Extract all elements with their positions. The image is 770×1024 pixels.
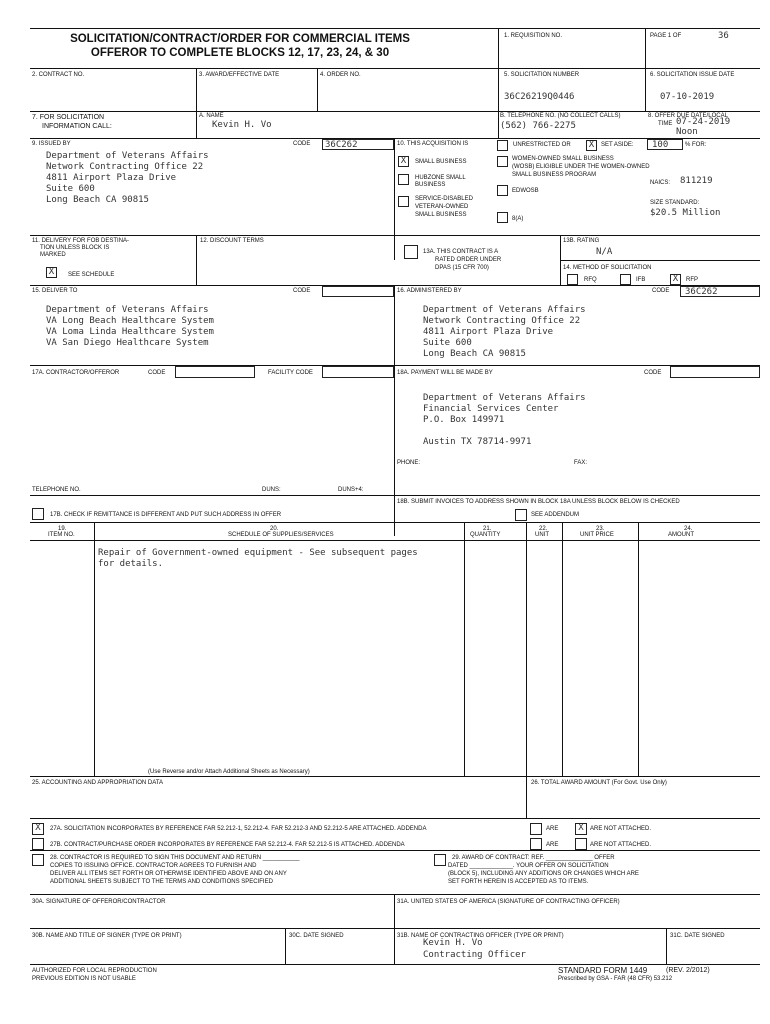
setaside-checkbox[interactable]: X bbox=[586, 140, 597, 151]
officer-name-value: Kevin H. Vo bbox=[423, 938, 483, 948]
ifb-label: IFB bbox=[636, 277, 646, 283]
block29-line-2: DATED _____________. YOUR OFFER ON SOLICITATION bbox=[448, 863, 609, 869]
edwosb-checkbox[interactable] bbox=[497, 185, 508, 196]
col-amount-num: 24. bbox=[684, 526, 693, 532]
see-schedule-label: SEE SCHEDULE bbox=[68, 272, 115, 278]
col-quantity-num: 21. bbox=[483, 526, 492, 532]
dpas-label-2: RATED ORDER UNDER bbox=[435, 257, 502, 263]
size-standard-value: $20.5 Million bbox=[650, 208, 721, 218]
wosb-label-2: (WOSB) ELIGIBLE UNDER THE WOMEN-OWNED bbox=[512, 164, 650, 170]
col-unitprice-header: UNIT PRICE bbox=[580, 532, 614, 538]
col-item-header: ITEM NO. bbox=[48, 532, 75, 538]
schedule-description-1: Repair of Government-owned equipment - See subsequent pages bbox=[98, 548, 418, 558]
facility-code-field[interactable] bbox=[322, 366, 394, 378]
contact-name-label: A. NAME bbox=[199, 113, 224, 119]
schedule-footnote: (Use Reverse and/or Attach Additional Sheets as Necessary) bbox=[148, 769, 310, 775]
delivery-fob-label-2: TION UNLESS BLOCK IS bbox=[40, 245, 110, 251]
solicitation-date-label: 6. SOLICITATION ISSUE DATE bbox=[650, 72, 735, 78]
rating-value: N/A bbox=[596, 247, 613, 257]
officer-title-value: Contracting Officer bbox=[423, 950, 526, 960]
issued-by-code-field[interactable] bbox=[322, 139, 394, 150]
administered-by-line-2: Network Contracting Office 22 bbox=[423, 316, 581, 326]
info-call-label-1: 7. FOR SOLICITATION bbox=[32, 114, 105, 121]
contractor-code-label: CODE bbox=[148, 370, 166, 376]
far-2121-checkbox[interactable]: X bbox=[32, 823, 44, 835]
sdvosb-label-2: VETERAN-OWNED bbox=[415, 204, 469, 210]
addenda-b-arenot-checkbox[interactable] bbox=[575, 838, 587, 850]
deliver-to-line-4: VA San Diego Healthcare System bbox=[46, 338, 209, 348]
administered-by-line-5: Long Beach CA 90815 bbox=[423, 349, 526, 359]
addenda-a-are-label: ARE bbox=[546, 826, 559, 832]
telephone-no-label: TELEPHONE NO. bbox=[32, 487, 81, 493]
delivery-fob-label-3: MARKED bbox=[40, 252, 66, 258]
deliver-to-line-3: VA Loma Linda Healthcare System bbox=[46, 327, 214, 337]
total-award-label: 26. TOTAL AWARD AMOUNT (For Govt. Use Only) bbox=[531, 780, 667, 786]
rfp-checkbox[interactable]: X bbox=[670, 274, 681, 285]
far-2121-label: 27A. SOLICITATION INCORPORATES BY REFERENCE FAR 52.212-1, 52.212-4. FAR 52.212-3 AND 52.212-5 ARE ATTACHED. ADDENDA bbox=[50, 826, 427, 832]
payment-line-2: Financial Services Center bbox=[423, 404, 559, 414]
rfq-checkbox[interactable] bbox=[567, 274, 578, 285]
deliver-to-label: 15. DELIVER TO bbox=[32, 288, 78, 294]
block28-line-2: COPIES TO ISSUING OFFICE. CONTRACTOR AGREES TO FURNISH AND bbox=[50, 863, 257, 869]
deliver-to-line-1: Department of Veterans Affairs bbox=[46, 305, 209, 315]
addenda-a-are-checkbox[interactable] bbox=[530, 823, 542, 835]
delivery-fob-label-1: 11. DELIVERY FOR FOB DESTINA- bbox=[32, 238, 130, 244]
footer-rev: (REV. 2/2012) bbox=[666, 967, 710, 974]
page-total: 36 bbox=[718, 31, 729, 41]
remittance-checkbox[interactable] bbox=[32, 508, 44, 520]
officer-signature-label: 31A. UNITED STATES OF AMERICA (SIGNATURE OF CONTRACTING OFFICER) bbox=[397, 899, 620, 905]
setaside-percent-field[interactable] bbox=[647, 139, 683, 150]
hubzone-label-1: HUBZONE SMALL bbox=[415, 175, 466, 181]
block29-line-4: SET FORTH HEREIN IS ACCEPTED AS TO ITEMS. bbox=[448, 879, 589, 885]
sdvosb-label-1: SERVICE-DISABLED bbox=[415, 196, 473, 202]
unrestricted-label: UNRESTRICTED OR bbox=[513, 142, 571, 148]
duns-label: DUNS: bbox=[262, 487, 281, 493]
col-schedule-num: 20. bbox=[270, 526, 279, 532]
contract-no-label: 2. CONTRACT NO. bbox=[32, 72, 85, 78]
administered-by-code-value: 36C262 bbox=[685, 287, 718, 297]
form-sf1449 bbox=[30, 28, 760, 1023]
hubzone-label-2: BUSINESS bbox=[415, 182, 446, 188]
issued-by-code-label: CODE bbox=[293, 141, 311, 147]
addenda-a-arenot-checkbox[interactable]: X bbox=[575, 823, 587, 835]
setaside-label: SET ASIDE: bbox=[601, 142, 634, 148]
ifb-checkbox[interactable] bbox=[620, 274, 631, 285]
order-no-label: 4. ORDER NO. bbox=[320, 72, 361, 78]
payment-line-5: Austin TX 78714-9971 bbox=[423, 437, 532, 447]
col-amount-header: AMOUNT bbox=[668, 532, 694, 538]
eight-a-label: 8(A) bbox=[512, 216, 524, 222]
issued-by-line-2: Network Contracting Office 22 bbox=[46, 162, 204, 172]
form-title-line1: SOLICITATION/CONTRACT/ORDER FOR COMMERCIAL ITEMS bbox=[70, 33, 410, 45]
payment-by-label: 18A. PAYMENT WILL BE MADE BY bbox=[397, 370, 493, 376]
col-item-num: 19. bbox=[58, 526, 67, 532]
administered-by-line-1: Department of Veterans Affairs bbox=[423, 305, 586, 315]
addenda-b-are-checkbox[interactable] bbox=[530, 838, 542, 850]
offer-due-label-1: 8. OFFER DUE DATE/LOCAL bbox=[648, 113, 728, 119]
offeror-signature-label: 30A. SIGNATURE OF OFFEROR/CONTRACTOR bbox=[32, 899, 166, 905]
solicitation-number-label: 5. SOLICITATION NUMBER bbox=[504, 72, 580, 78]
schedule-description-2: for details. bbox=[98, 559, 164, 569]
form-title-line2: OFFEROR TO COMPLETE BLOCKS 12, 17, 23, 24, & 30 bbox=[90, 47, 390, 59]
issued-by-label: 9. ISSUED BY bbox=[32, 141, 71, 147]
col-unit-header: UNIT bbox=[535, 532, 549, 538]
phone-label: B. TELEPHONE NO. (NO COLLECT CALLS) bbox=[500, 113, 621, 119]
block28-line-1: 28. CONTRACTOR IS REQUIRED TO SIGN THIS DOCUMENT AND RETURN ___________ bbox=[50, 855, 300, 861]
rfq-label: RFQ bbox=[584, 277, 597, 283]
acquisition-label: 10. THIS ACQUISITION IS bbox=[397, 141, 469, 147]
payment-phone-label: PHONE: bbox=[397, 460, 421, 466]
see-addendum-label: SEE ADDENDUM bbox=[531, 512, 580, 518]
small-business-label: SMALL BUSINESS bbox=[415, 159, 467, 165]
block28-line-4: ADDITIONAL SHEETS SUBJECT TO THE TERMS AND CONDITIONS SPECIFIED bbox=[50, 879, 273, 885]
size-standard-label: SIZE STANDARD: bbox=[650, 200, 700, 206]
issued-by-line-4: Suite 600 bbox=[46, 184, 95, 194]
dpas-checkbox[interactable] bbox=[404, 245, 418, 259]
col-unit-num: 22. bbox=[539, 526, 548, 532]
payment-fax-label: FAX: bbox=[574, 460, 588, 466]
block29-line-3: (BLOCK 5), INCLUDING ANY ADDITIONS OR CHANGES WHICH ARE bbox=[448, 871, 639, 877]
deliver-to-code-field[interactable] bbox=[322, 286, 394, 297]
deliver-to-code-label: CODE bbox=[293, 288, 311, 294]
administered-by-label: 16. ADMINISTERED BY bbox=[397, 288, 462, 294]
offeror-date-label: 30C. DATE SIGNED bbox=[289, 933, 344, 939]
administered-by-line-4: Suite 600 bbox=[423, 338, 472, 348]
contact-name-value: Kevin H. Vo bbox=[212, 120, 272, 130]
eight-a-checkbox[interactable] bbox=[497, 212, 508, 223]
issued-by-line-5: Long Beach CA 90815 bbox=[46, 195, 149, 205]
phone-value: (562) 766-2275 bbox=[500, 121, 576, 131]
block28-line-3: DELIVER ALL ITEMS SET FORTH OR OTHERWISE IDENTIFIED ABOVE AND ON ANY bbox=[50, 871, 287, 877]
officer-name-label: 31B. NAME OF CONTRACTING OFFICER (TYPE OR PRINT) bbox=[397, 933, 564, 939]
footer-form-name: STANDARD FORM 1449 bbox=[558, 966, 648, 975]
administered-by-code-field[interactable] bbox=[680, 286, 760, 297]
footer-prescribed: Prescribed by GSA - FAR (48 CFR) 53.212 bbox=[558, 976, 673, 982]
footer-authorized: AUTHORIZED FOR LOCAL REPRODUCTION bbox=[32, 968, 157, 974]
info-call-label-2: INFORMATION CALL: bbox=[42, 123, 112, 130]
unrestricted-checkbox[interactable] bbox=[497, 140, 508, 151]
edwosb-label: EDWOSB bbox=[512, 188, 539, 194]
contractor-code-field[interactable] bbox=[175, 366, 255, 378]
discount-terms-label: 12. DISCOUNT TERMS bbox=[200, 238, 264, 244]
sdvosb-label-3: SMALL BUSINESS bbox=[415, 212, 467, 218]
facility-code-label: FACILITY CODE bbox=[268, 370, 313, 376]
naics-value: 811219 bbox=[680, 176, 713, 186]
submit-invoices-label: 18B. SUBMIT INVOICES TO ADDRESS SHOWN IN BLOCK 18A UNLESS BLOCK BELOW IS CHECKED bbox=[397, 499, 680, 505]
dpas-label-3: DPAS (15 CFR 700) bbox=[435, 265, 489, 271]
solicitation-number-value: 36C26219Q0446 bbox=[504, 92, 575, 102]
payment-code-label: CODE bbox=[644, 370, 662, 376]
far-2124-label: 27B. CONTRACT/PURCHASE ORDER INCORPORATES BY REFERENCE FAR 52.212-4. FAR 52.212-5 IS ATTACHED. ADDENDA bbox=[50, 842, 405, 848]
officer-date-label: 31C. DATE SIGNED bbox=[670, 933, 725, 939]
hubzone-checkbox[interactable] bbox=[398, 174, 409, 185]
rfp-label: RFP bbox=[686, 277, 698, 283]
footer-previous: PREVIOUS EDITION IS NOT USABLE bbox=[32, 976, 136, 982]
dpas-label-1: 13A. THIS CONTRACT IS A bbox=[423, 249, 499, 255]
addenda-b-arenot-label: ARE NOT ATTACHED. bbox=[590, 842, 652, 848]
col-quantity-header: QUANTITY bbox=[470, 532, 501, 538]
payment-code-field[interactable] bbox=[670, 366, 760, 378]
issued-by-code-value: 36C262 bbox=[325, 140, 358, 150]
block29-line-1: 29. AWARD OF CONTRACT: REF. ______________ OFFER bbox=[452, 855, 615, 861]
offer-due-time: Noon bbox=[676, 127, 698, 137]
award-contract-checkbox[interactable] bbox=[434, 854, 446, 866]
addenda-a-arenot-label: ARE NOT ATTACHED. bbox=[590, 826, 652, 832]
signer-name-label: 30B. NAME AND TITLE OF SIGNER (TYPE OR PRINT) bbox=[32, 933, 182, 939]
rating-label: 13B. RATING bbox=[563, 238, 600, 244]
deliver-to-line-2: VA Long Beach Healthcare System bbox=[46, 316, 214, 326]
far-2124-checkbox[interactable] bbox=[32, 838, 44, 850]
administered-by-code-label: CODE bbox=[652, 288, 670, 294]
payment-line-1: Department of Veterans Affairs bbox=[423, 393, 586, 403]
issued-by-line-3: 4811 Airport Plaza Drive bbox=[46, 173, 177, 183]
wosb-label-3: SMALL BUSINESS PROGRAM bbox=[512, 172, 597, 178]
see-schedule-checkbox[interactable]: X bbox=[46, 267, 57, 278]
offer-due-date: 07-24-2019 bbox=[676, 117, 731, 127]
payment-line-3: P.O. Box 149971 bbox=[423, 415, 505, 425]
col-schedule-header: SCHEDULE OF SUPPLIES/SERVICES bbox=[228, 532, 334, 538]
sdvosb-checkbox[interactable] bbox=[398, 196, 409, 207]
wosb-label-1: WOMEN-OWNED SMALL BUSINESS bbox=[512, 156, 614, 162]
duns4-label: DUNS+4: bbox=[338, 487, 364, 493]
setaside-percent-value: 100 bbox=[652, 140, 669, 150]
small-business-checkbox[interactable]: X bbox=[398, 156, 409, 167]
contractor-sign-checkbox[interactable] bbox=[32, 854, 44, 866]
page-label: PAGE 1 OF bbox=[650, 33, 682, 39]
addenda-b-are-label: ARE bbox=[546, 842, 559, 848]
percent-for-label: % FOR: bbox=[685, 142, 707, 148]
remittance-label: 17B. CHECK IF REMITTANCE IS DIFFERENT AND PUT SUCH ADDRESS IN OFFER bbox=[50, 512, 282, 518]
issued-by-line-1: Department of Veterans Affairs bbox=[46, 151, 209, 161]
method-solicitation-label: 14. METHOD OF SOLICITATION bbox=[563, 265, 652, 271]
wosb-checkbox[interactable] bbox=[497, 156, 508, 167]
requisition-label: 1. REQUISITION NO. bbox=[504, 33, 563, 39]
accounting-label: 25. ACCOUNTING AND APPROPRIATION DATA bbox=[32, 780, 164, 786]
award-date-label: 3. AWARD/EFFECTIVE DATE bbox=[199, 72, 280, 78]
offer-due-label-2: TIME bbox=[658, 121, 673, 127]
contractor-label: 17A. CONTRACTOR/OFFEROR bbox=[32, 370, 120, 376]
administered-by-line-3: 4811 Airport Plaza Drive bbox=[423, 327, 554, 337]
solicitation-date-value: 07-10-2019 bbox=[660, 92, 715, 102]
col-unitprice-num: 23. bbox=[596, 526, 605, 532]
naics-label: NAICS: bbox=[650, 180, 671, 186]
see-addendum-checkbox[interactable] bbox=[515, 509, 527, 521]
